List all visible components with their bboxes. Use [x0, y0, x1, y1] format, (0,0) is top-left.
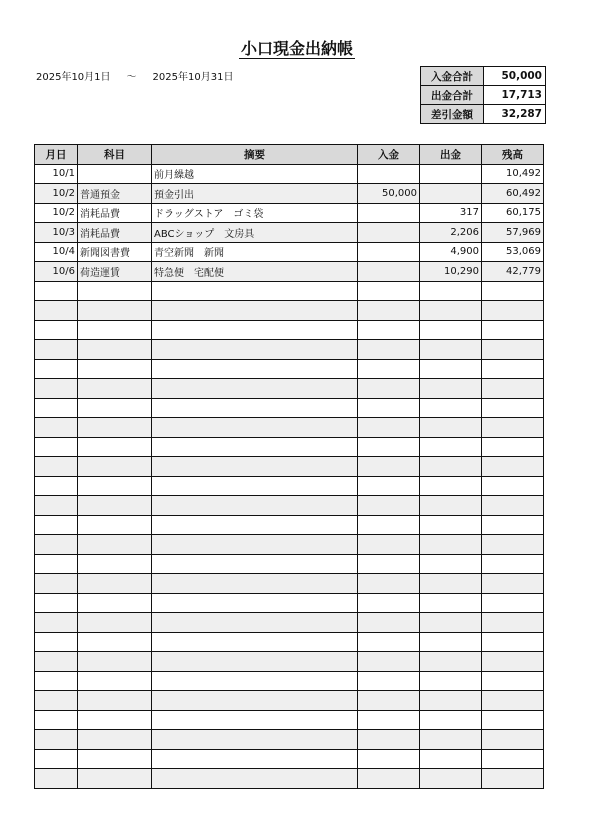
cell-description — [152, 710, 358, 730]
cell-account — [78, 769, 152, 789]
cell-account — [78, 652, 152, 672]
cell-expense — [420, 437, 482, 457]
table-row — [35, 496, 544, 516]
cell-income — [358, 671, 420, 691]
table-row — [35, 535, 544, 555]
cell-account: 荷造運賃 — [78, 262, 152, 282]
table-row — [35, 340, 544, 360]
cell-balance — [482, 437, 544, 457]
cell-date — [35, 671, 78, 691]
cell-balance — [482, 496, 544, 516]
table-row — [35, 632, 544, 652]
cell-expense — [420, 281, 482, 301]
cell-account — [78, 476, 152, 496]
table-row — [35, 476, 544, 496]
summary-label: 入金合計 — [421, 67, 484, 86]
cell-account — [78, 632, 152, 652]
cell-date — [35, 359, 78, 379]
cell-income — [358, 262, 420, 282]
cell-income — [358, 515, 420, 535]
table-row — [35, 652, 544, 672]
table-row — [35, 437, 544, 457]
cell-account — [78, 593, 152, 613]
cell-description: 預金引出 — [152, 184, 358, 204]
cell-account: 新聞図書費 — [78, 242, 152, 262]
cell-expense — [420, 652, 482, 672]
cell-expense — [420, 515, 482, 535]
ledger-header-row — [35, 145, 544, 165]
cell-expense: 10,290 — [420, 262, 482, 282]
cell-income — [358, 652, 420, 672]
cell-description — [152, 574, 358, 594]
cell-balance — [482, 593, 544, 613]
table-row — [35, 223, 544, 243]
cell-account: 消耗品費 — [78, 223, 152, 243]
cell-description — [152, 418, 358, 438]
cell-income: 50,000 — [358, 184, 420, 204]
cell-account — [78, 710, 152, 730]
cell-expense — [420, 710, 482, 730]
cell-expense — [420, 457, 482, 477]
period-separator: ～ — [126, 72, 137, 83]
cell-description: ドラッグストア ゴミ袋 — [152, 203, 358, 223]
cell-balance — [482, 554, 544, 574]
ledger-body — [35, 164, 544, 788]
cell-income — [358, 359, 420, 379]
cell-account — [78, 671, 152, 691]
summary-row-expense — [421, 86, 546, 105]
cell-account — [78, 320, 152, 340]
cell-income — [358, 437, 420, 457]
cell-account — [78, 574, 152, 594]
period-to: 2025年10月31日 — [152, 72, 234, 83]
cell-date — [35, 691, 78, 711]
cell-date — [35, 652, 78, 672]
cell-date: 10/2 — [35, 203, 78, 223]
cell-expense — [420, 340, 482, 360]
cell-account — [78, 496, 152, 516]
cell-account — [78, 281, 152, 301]
period-from: 2025年10月1日 — [36, 72, 111, 83]
table-row — [35, 710, 544, 730]
cell-description — [152, 496, 358, 516]
cell-expense: 2,206 — [420, 223, 482, 243]
cell-balance — [482, 652, 544, 672]
cell-balance — [482, 574, 544, 594]
cell-balance: 10,492 — [482, 164, 544, 184]
cell-balance — [482, 398, 544, 418]
cell-description — [152, 301, 358, 321]
summary-label: 差引金額 — [421, 105, 484, 124]
cell-expense — [420, 476, 482, 496]
cell-income — [358, 320, 420, 340]
table-row — [35, 184, 544, 204]
table-row — [35, 613, 544, 633]
table-row — [35, 691, 544, 711]
summary-value: 32,287 — [484, 105, 546, 124]
cell-income — [358, 730, 420, 750]
table-row — [35, 749, 544, 769]
header-income: 入金 — [358, 145, 420, 165]
cell-balance — [482, 749, 544, 769]
table-row — [35, 301, 544, 321]
cell-balance — [482, 515, 544, 535]
table-row — [35, 164, 544, 184]
cell-income — [358, 457, 420, 477]
table-row — [35, 398, 544, 418]
cell-income — [358, 554, 420, 574]
cell-expense — [420, 496, 482, 516]
cell-date: 10/3 — [35, 223, 78, 243]
cell-description — [152, 398, 358, 418]
table-row — [35, 281, 544, 301]
cell-account — [78, 554, 152, 574]
cell-description — [152, 749, 358, 769]
cell-account — [78, 730, 152, 750]
cell-balance — [482, 769, 544, 789]
cell-income — [358, 418, 420, 438]
cell-income — [358, 301, 420, 321]
cell-account — [78, 437, 152, 457]
cell-account — [78, 515, 152, 535]
table-row — [35, 554, 544, 574]
cell-balance: 60,492 — [482, 184, 544, 204]
summary-value: 50,000 — [484, 67, 546, 86]
cell-income — [358, 593, 420, 613]
cell-description — [152, 691, 358, 711]
table-row — [35, 379, 544, 399]
cell-description: ABCショップ 文房具 — [152, 223, 358, 243]
cell-date: 10/6 — [35, 262, 78, 282]
cell-description: 特急便 宅配便 — [152, 262, 358, 282]
cell-income — [358, 496, 420, 516]
cell-expense: 4,900 — [420, 242, 482, 262]
table-row — [35, 418, 544, 438]
cell-account: 普通預金 — [78, 184, 152, 204]
cell-description — [152, 632, 358, 652]
cell-account — [78, 359, 152, 379]
cell-income — [358, 710, 420, 730]
cell-description — [152, 593, 358, 613]
cell-description — [152, 652, 358, 672]
cell-balance — [482, 710, 544, 730]
cell-date — [35, 398, 78, 418]
cell-expense — [420, 554, 482, 574]
cell-description — [152, 359, 358, 379]
table-row — [35, 457, 544, 477]
cell-balance — [482, 359, 544, 379]
cell-income — [358, 242, 420, 262]
cell-balance: 42,779 — [482, 262, 544, 282]
cell-date — [35, 749, 78, 769]
cell-account — [78, 398, 152, 418]
cell-expense — [420, 535, 482, 555]
cell-income — [358, 203, 420, 223]
cell-expense — [420, 301, 482, 321]
period-range — [36, 68, 233, 83]
cell-expense: 317 — [420, 203, 482, 223]
cell-description: 青空新聞 新聞 — [152, 242, 358, 262]
cell-expense — [420, 574, 482, 594]
cell-description — [152, 769, 358, 789]
cell-expense — [420, 593, 482, 613]
page-title — [0, 36, 594, 59]
cell-balance — [482, 301, 544, 321]
cell-date: 10/1 — [35, 164, 78, 184]
cell-description — [152, 340, 358, 360]
cell-balance — [482, 379, 544, 399]
table-row — [35, 262, 544, 282]
cell-balance — [482, 281, 544, 301]
cell-income — [358, 535, 420, 555]
summary-value: 17,713 — [484, 86, 546, 105]
cell-balance — [482, 613, 544, 633]
cell-account — [78, 379, 152, 399]
cell-balance — [482, 457, 544, 477]
cell-description — [152, 437, 358, 457]
summary-row-difference — [421, 105, 546, 124]
cell-date — [35, 554, 78, 574]
ledger-table — [34, 144, 544, 789]
cell-expense — [420, 418, 482, 438]
cell-account — [78, 301, 152, 321]
summary-label: 出金合計 — [421, 86, 484, 105]
cell-date — [35, 574, 78, 594]
cell-description — [152, 613, 358, 633]
cell-date — [35, 437, 78, 457]
cell-balance — [482, 320, 544, 340]
cell-description — [152, 671, 358, 691]
cell-expense — [420, 398, 482, 418]
table-row — [35, 515, 544, 535]
cell-expense — [420, 184, 482, 204]
cell-income — [358, 379, 420, 399]
cell-balance — [482, 691, 544, 711]
cell-date — [35, 593, 78, 613]
header-account: 科目 — [78, 145, 152, 165]
cell-expense — [420, 769, 482, 789]
cell-account — [78, 535, 152, 555]
table-row — [35, 320, 544, 340]
cell-date — [35, 632, 78, 652]
cell-income — [358, 691, 420, 711]
summary-row-income — [421, 67, 546, 86]
summary-table — [420, 66, 546, 124]
title-text: 小口現金出納帳 — [240, 39, 353, 58]
cell-account — [78, 340, 152, 360]
cell-income — [358, 340, 420, 360]
table-row — [35, 769, 544, 789]
header-description: 摘要 — [152, 145, 358, 165]
cell-expense — [420, 379, 482, 399]
cell-expense — [420, 164, 482, 184]
table-row — [35, 671, 544, 691]
cell-balance — [482, 730, 544, 750]
cell-account — [78, 691, 152, 711]
header-date: 月日 — [35, 145, 78, 165]
table-row — [35, 574, 544, 594]
table-row — [35, 359, 544, 379]
cell-date — [35, 340, 78, 360]
cell-date — [35, 613, 78, 633]
cell-income — [358, 769, 420, 789]
cell-description — [152, 515, 358, 535]
cell-balance — [482, 535, 544, 555]
cell-description — [152, 379, 358, 399]
cell-income — [358, 632, 420, 652]
cell-date — [35, 457, 78, 477]
cell-expense — [420, 632, 482, 652]
cell-date — [35, 515, 78, 535]
cell-expense — [420, 671, 482, 691]
cell-description — [152, 476, 358, 496]
cell-income — [358, 281, 420, 301]
cell-income — [358, 164, 420, 184]
cell-account — [78, 749, 152, 769]
cell-income — [358, 476, 420, 496]
table-row — [35, 242, 544, 262]
cell-account — [78, 457, 152, 477]
cell-balance — [482, 418, 544, 438]
cell-account — [78, 613, 152, 633]
table-row — [35, 593, 544, 613]
cell-date — [35, 535, 78, 555]
header-expense: 出金 — [420, 145, 482, 165]
cell-date — [35, 730, 78, 750]
cell-date — [35, 710, 78, 730]
cell-account — [78, 164, 152, 184]
header-balance: 残高 — [482, 145, 544, 165]
cell-expense — [420, 749, 482, 769]
cell-date — [35, 418, 78, 438]
cell-date: 10/2 — [35, 184, 78, 204]
cell-expense — [420, 730, 482, 750]
cell-description — [152, 457, 358, 477]
cell-income — [358, 574, 420, 594]
cell-income — [358, 749, 420, 769]
cell-balance — [482, 671, 544, 691]
cell-income — [358, 613, 420, 633]
cell-income — [358, 223, 420, 243]
cell-expense — [420, 320, 482, 340]
cell-date — [35, 496, 78, 516]
cell-expense — [420, 613, 482, 633]
cell-description — [152, 730, 358, 750]
cell-date — [35, 379, 78, 399]
cell-income — [358, 398, 420, 418]
cell-balance — [482, 340, 544, 360]
cell-date — [35, 769, 78, 789]
table-row — [35, 203, 544, 223]
cell-description — [152, 535, 358, 555]
cell-balance: 60,175 — [482, 203, 544, 223]
cell-balance — [482, 476, 544, 496]
cell-expense — [420, 691, 482, 711]
cell-date — [35, 281, 78, 301]
cell-account: 消耗品費 — [78, 203, 152, 223]
table-row — [35, 730, 544, 750]
cell-description: 前月繰越 — [152, 164, 358, 184]
cell-balance: 53,069 — [482, 242, 544, 262]
cell-date — [35, 320, 78, 340]
cell-account — [78, 418, 152, 438]
cell-description — [152, 554, 358, 574]
cell-date: 10/4 — [35, 242, 78, 262]
cell-balance: 57,969 — [482, 223, 544, 243]
cell-date — [35, 301, 78, 321]
cell-date — [35, 476, 78, 496]
cell-expense — [420, 359, 482, 379]
cell-balance — [482, 632, 544, 652]
cell-description — [152, 320, 358, 340]
cell-description — [152, 281, 358, 301]
